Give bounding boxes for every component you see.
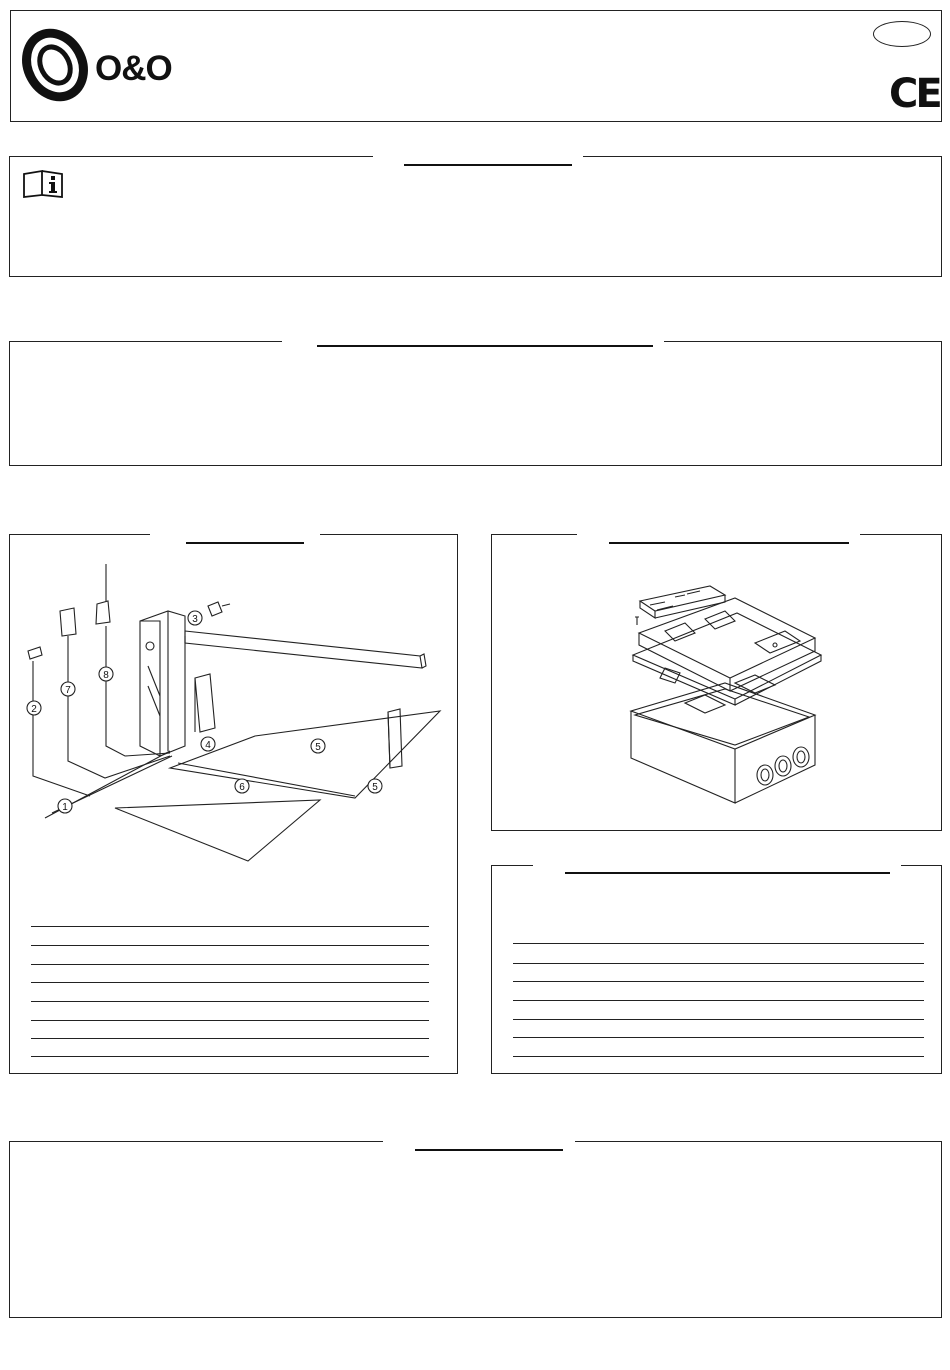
spec-rule — [513, 963, 924, 964]
spec-rule — [513, 1019, 924, 1020]
control-unit-title — [609, 542, 849, 544]
warnings-title — [404, 164, 572, 166]
control-unit-diagram — [625, 583, 825, 813]
callout-6: 6 — [239, 782, 245, 793]
warnings-title-gap — [373, 152, 583, 158]
language-badge — [873, 21, 931, 47]
legend-rule — [31, 1038, 429, 1039]
installation-title — [186, 542, 304, 544]
warnings-section — [9, 156, 942, 277]
ce-mark: CE — [889, 71, 940, 117]
spec-rule — [513, 943, 924, 944]
callout-1: 1 — [62, 802, 68, 813]
description-title-gap — [282, 337, 664, 343]
description-section — [9, 341, 942, 466]
legend-rule — [31, 945, 429, 946]
legend-rule — [31, 1020, 429, 1021]
notes-section — [9, 1141, 942, 1318]
technical-data-section — [491, 865, 942, 1074]
installation-title-gap — [150, 530, 320, 536]
legend-rule — [31, 1056, 429, 1057]
legend-rule — [31, 982, 429, 983]
callout-5b: 5 — [372, 782, 378, 793]
description-title — [317, 345, 653, 347]
spec-rule — [513, 1000, 924, 1001]
brand-name: O&O — [95, 49, 172, 88]
legend-rule — [31, 964, 429, 965]
brand-logo-icon — [17, 25, 92, 103]
barrier-installation-diagram — [20, 556, 450, 866]
legend-rule — [31, 926, 429, 927]
callout-2: 2 — [31, 704, 37, 715]
callout-4: 4 — [205, 740, 211, 751]
control-unit-title-gap — [577, 530, 860, 536]
spec-rule — [513, 1056, 924, 1057]
callout-5a: 5 — [315, 742, 321, 753]
manual-info-icon — [22, 168, 64, 198]
spec-rule — [513, 981, 924, 982]
callout-3: 3 — [192, 614, 198, 625]
callout-8: 8 — [103, 670, 109, 681]
technical-data-title — [565, 872, 890, 874]
callout-7: 7 — [65, 685, 71, 696]
legend-rule — [31, 1001, 429, 1002]
header-panel — [10, 10, 942, 122]
notes-title-gap — [383, 1137, 575, 1143]
notes-title — [415, 1149, 563, 1151]
spec-rule — [513, 1037, 924, 1038]
technical-data-title-gap — [533, 861, 901, 867]
